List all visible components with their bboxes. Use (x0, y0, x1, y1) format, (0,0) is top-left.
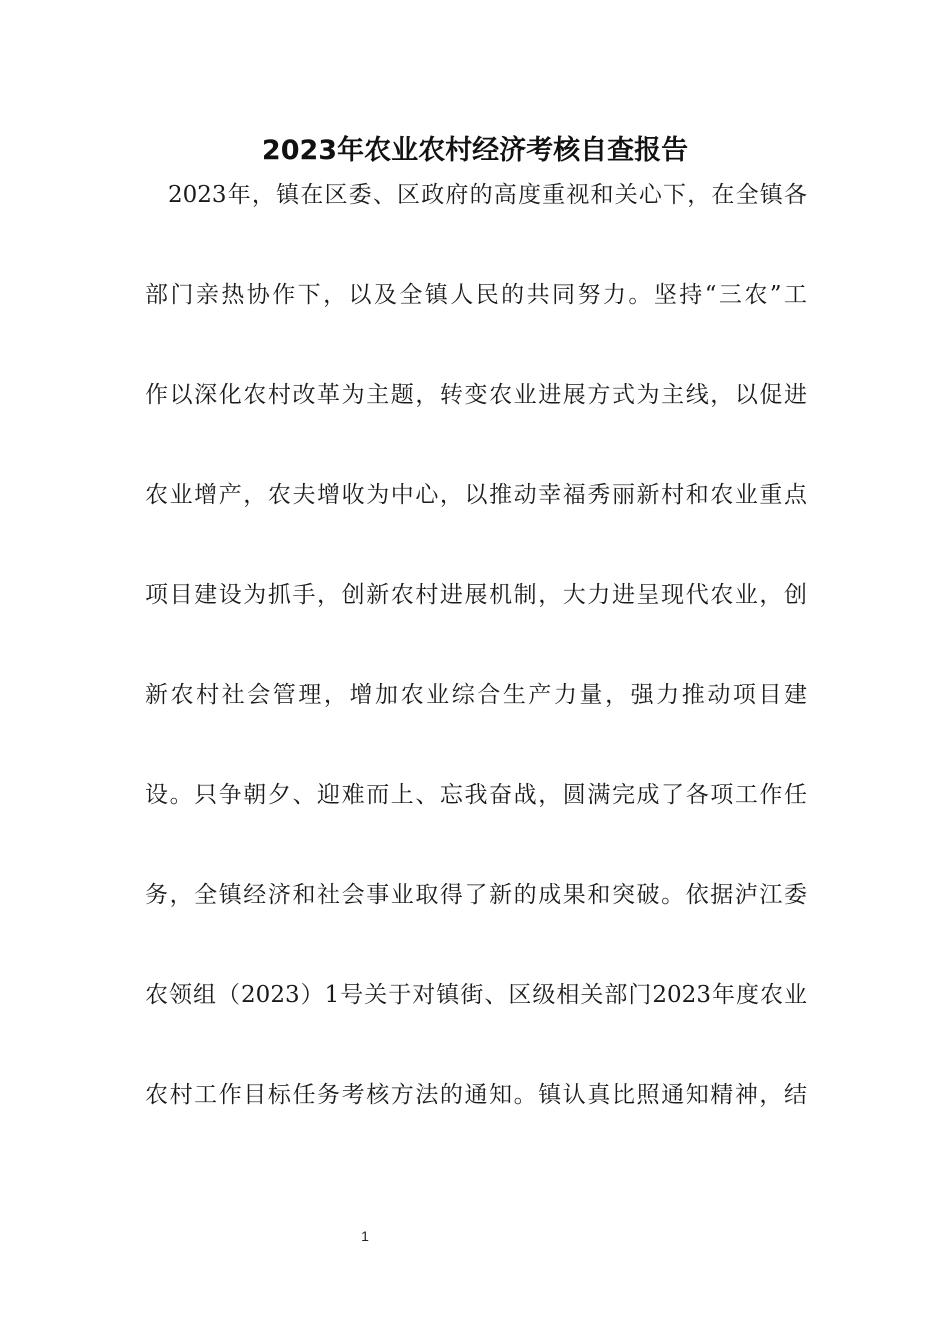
paragraph-line: 作以深化农村改革为主题，转变农业进展方式为主线，以促进 (145, 382, 807, 408)
paragraph-line: 农村工作目标任务考核方法的通知。镇认真比照通知精神，结 (145, 1082, 807, 1108)
paragraph-line: 务，全镇经济和社会事业取得了新的成果和突破。依据泸江委 (145, 882, 807, 908)
document-title: 2023年农业农村经济考核自查报告 (261, 135, 689, 166)
paragraph-line: 项目建设为抓手，创新农村进展机制，大力进呈现代农业，创 (145, 582, 807, 608)
paragraph-line: 农业增产，农夫增收为中心，以推动幸福秀丽新村和农业重点 (145, 482, 807, 508)
page-number: 1 (361, 1228, 369, 1244)
paragraph-line: 2023年，镇在区委、区政府的高度重视和关心下，在全镇各 (168, 182, 807, 208)
paragraph-line: 部门亲热协作下，以及全镇人民的共同努力。坚持“三农”工 (145, 282, 807, 308)
paragraph-line: 农领组（2023）1号关于对镇街、区级相关部门2023年度农业 (145, 982, 807, 1008)
paragraph-line: 设。只争朝夕、迎难而上、忘我奋战，圆满完成了各项工作任 (145, 782, 807, 808)
paragraph-line: 新农村社会管理，增加农业综合生产力量，强力推动项目建 (145, 682, 807, 708)
